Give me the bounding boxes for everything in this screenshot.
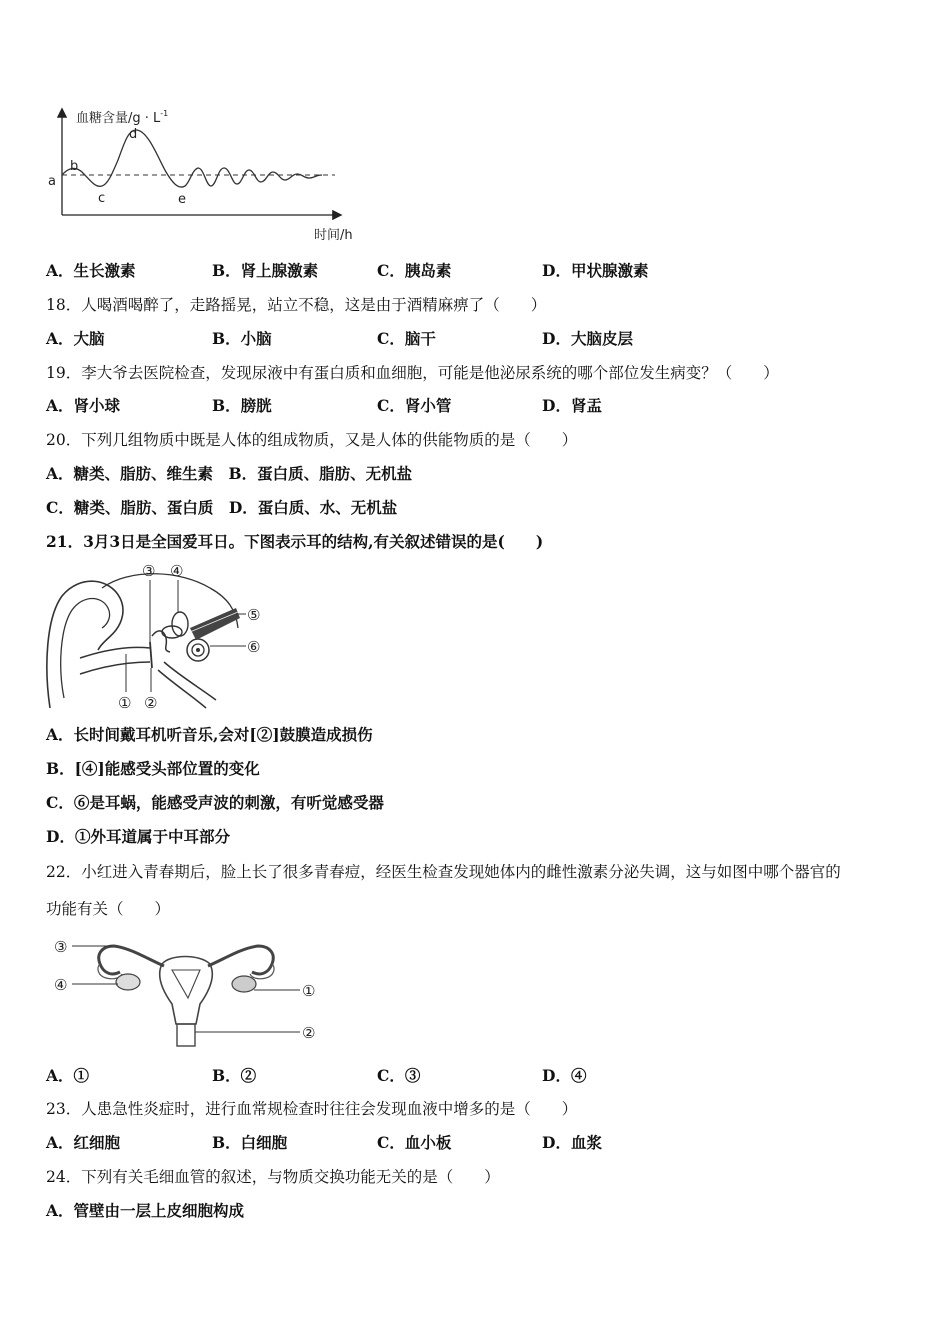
point-c: c bbox=[98, 191, 106, 206]
q17-option-b[interactable]: B．肾上腺激素 bbox=[212, 261, 319, 280]
q19-option-b[interactable]: B．膀胱 bbox=[212, 396, 272, 415]
x-axis-label: 时间/h bbox=[314, 228, 353, 243]
q20-options-row1[interactable]: A．糖类、脂肪、维生素 B．蛋白质、脂肪、无机盐 bbox=[46, 464, 413, 483]
q23-stem: 23．人患急性炎症时，进行血常规检查时往往会发现血液中增多的是（ ） bbox=[46, 1100, 578, 1118]
q18-option-d[interactable]: D．大脑皮层 bbox=[542, 329, 633, 348]
point-e: e bbox=[178, 192, 186, 207]
point-d: d bbox=[129, 127, 138, 142]
auricle-inner bbox=[61, 599, 110, 699]
cochlea-center bbox=[196, 648, 200, 652]
vagina bbox=[177, 1024, 195, 1046]
point-b: b bbox=[70, 159, 79, 174]
blood-sugar-curve bbox=[62, 130, 322, 187]
point-a: a bbox=[48, 174, 56, 189]
q18-option-b[interactable]: B．小脑 bbox=[212, 329, 272, 348]
q23-option-a[interactable]: A．红细胞 bbox=[46, 1133, 121, 1152]
label-2: ② bbox=[302, 1024, 316, 1042]
q19-option-d[interactable]: D．肾盂 bbox=[542, 396, 602, 415]
uterus-cavity bbox=[172, 970, 200, 998]
q17-option-c[interactable]: C．胰岛素 bbox=[377, 261, 452, 280]
left-ovary bbox=[116, 974, 140, 990]
q18-option-a[interactable]: A．大脑 bbox=[46, 329, 105, 348]
label-2: ② bbox=[144, 694, 158, 712]
y-axis-label: 血糖含量$/g \cdot L^{-1}$ bbox=[76, 109, 169, 126]
q20-stem: 20．下列几组物质中既是人体的组成物质，又是人体的供能物质的是（ ） bbox=[46, 431, 578, 449]
q22-stem-line1: 22．小红进入青春期后，脸上长了很多青春痘，经医生检查发现她体内的雌性激素分泌失调，这与如图中哪个器官的 bbox=[46, 863, 841, 881]
q24-stem: 24．下列有关毛细血管的叙述，与物质交换功能无关的是（ ） bbox=[46, 1168, 500, 1186]
right-fallopian-tube bbox=[208, 946, 273, 974]
q21-option-c[interactable]: C．⑥是耳蜗，能感受声波的刺激，有听觉感受器 bbox=[46, 793, 384, 812]
q23-option-d[interactable]: D．血浆 bbox=[542, 1133, 602, 1152]
female-reproductive-diagram bbox=[50, 928, 330, 1050]
auditory-nerve bbox=[190, 608, 240, 640]
q22-option-a[interactable]: A．① bbox=[46, 1066, 90, 1085]
q22-option-d[interactable]: D．④ bbox=[542, 1066, 587, 1085]
q18-stem: 18．人喝酒喝醉了，走路摇晃，站立不稳，这是由于酒精麻痹了（ ） bbox=[46, 296, 547, 314]
q22-stem-line2: 功能有关（ ） bbox=[46, 900, 171, 918]
q21-option-d[interactable]: D．①外耳道属于中耳部分 bbox=[46, 827, 230, 846]
q17-option-d[interactable]: D．甲状腺激素 bbox=[542, 261, 649, 280]
label-4: ④ bbox=[54, 976, 68, 994]
q23-option-b[interactable]: B．白细胞 bbox=[212, 1133, 288, 1152]
label-6: ⑥ bbox=[247, 638, 261, 656]
q18-option-c[interactable]: C．脑干 bbox=[377, 329, 436, 348]
q21-option-b[interactable]: B．[④]能感受头部位置的变化 bbox=[46, 759, 260, 778]
q22-option-c[interactable]: C．③ bbox=[377, 1066, 421, 1085]
left-fallopian-tube bbox=[99, 946, 164, 974]
label-1: ① bbox=[302, 982, 316, 1000]
q22-option-b[interactable]: B．② bbox=[212, 1066, 257, 1085]
q20-options-row2[interactable]: C．糖类、脂肪、蛋白质 D．蛋白质、水、无机盐 bbox=[46, 498, 398, 517]
q17-option-a[interactable]: A．生长激素 bbox=[46, 261, 136, 280]
ossicles bbox=[152, 631, 170, 652]
uterus bbox=[160, 957, 213, 1025]
q24-option-a[interactable]: A．管壁由一层上皮细胞构成 bbox=[46, 1201, 245, 1220]
q19-option-a[interactable]: A．肾小球 bbox=[46, 396, 121, 415]
ear-structure-diagram bbox=[40, 558, 280, 714]
label-1: ① bbox=[118, 694, 132, 712]
ear-canal bbox=[80, 647, 150, 658]
label-4: ④ bbox=[170, 562, 184, 580]
q23-option-c[interactable]: C．血小板 bbox=[377, 1133, 452, 1152]
q21-stem: 21．3月3日是全国爱耳日。下图表示耳的结构,有关叙述错误的是( ) bbox=[46, 532, 544, 551]
q19-option-c[interactable]: C．肾小管 bbox=[377, 396, 452, 415]
right-ovary bbox=[232, 976, 256, 992]
blood-sugar-graph bbox=[40, 100, 370, 245]
ear-canal-lower bbox=[80, 662, 150, 674]
label-3: ③ bbox=[142, 562, 156, 580]
q21-option-a[interactable]: A．长时间戴耳机听音乐,会对[②]鼓膜造成损伤 bbox=[46, 725, 373, 744]
label-3: ③ bbox=[54, 938, 68, 956]
label-5: ⑤ bbox=[247, 606, 261, 624]
semicircular-canal-1 bbox=[172, 612, 188, 636]
q19-stem: 19．李大爷去医院检查，发现尿液中有蛋白质和血细胞，可能是他泌尿系统的哪个部位发生病变？（ ） bbox=[46, 364, 779, 382]
